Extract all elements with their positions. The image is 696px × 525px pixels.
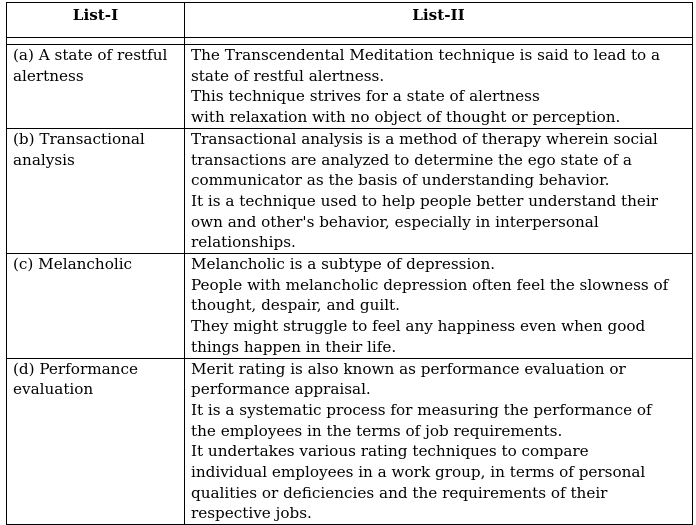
description-cell bbox=[185, 254, 693, 359]
description-cell bbox=[185, 128, 693, 253]
description-line: state of restful alertness. bbox=[191, 66, 385, 85]
description-line: performance appraisal. bbox=[191, 380, 371, 399]
match-table bbox=[6, 2, 693, 525]
description-line: People with melancholic depression often feel the slowness of bbox=[191, 275, 669, 294]
spacer-row bbox=[7, 38, 693, 45]
term-line: (d) Performance bbox=[13, 359, 138, 378]
table-row bbox=[7, 128, 693, 253]
description-line: Merit rating is also known as performance evaluation or bbox=[191, 359, 626, 378]
description-line: things happen in their life. bbox=[191, 337, 397, 356]
table-row bbox=[7, 358, 693, 525]
term-line: evaluation bbox=[13, 380, 94, 399]
term-line: (b) Transactional bbox=[13, 129, 145, 148]
description-line: It is a technique used to help people better understand their bbox=[191, 191, 659, 210]
term-cell bbox=[7, 128, 185, 253]
description-cell bbox=[185, 358, 693, 525]
term-cell bbox=[7, 45, 185, 129]
table-row bbox=[7, 45, 693, 129]
description-line: It is a systematic process for measuring the performance of bbox=[191, 400, 652, 419]
list1-header: List-I bbox=[7, 3, 185, 38]
table-corner-tick bbox=[6, 513, 7, 520]
term-line: analysis bbox=[13, 150, 75, 169]
description-line: with relaxation with no object of thought or perception. bbox=[191, 108, 621, 127]
list2-header: List-II bbox=[185, 3, 693, 38]
spacer-cell bbox=[185, 38, 693, 45]
description-line: transactions are analyzed to determine the ego state of a bbox=[191, 150, 632, 169]
description-line: relationships. bbox=[191, 233, 296, 252]
description-line: individual employees in a work group, in terms of personal bbox=[191, 463, 646, 482]
description-cell bbox=[185, 45, 693, 129]
term-line: alertness bbox=[13, 66, 84, 85]
description-line: the employees in the terms of job requirements. bbox=[191, 421, 563, 440]
description-line: This technique strives for a state of alertness bbox=[191, 87, 540, 106]
description-line: own and other's behavior, especially in interpersonal bbox=[191, 212, 599, 231]
term-cell bbox=[7, 254, 185, 359]
header-row bbox=[7, 3, 693, 38]
description-line: Transactional analysis is a method of therapy wherein social bbox=[191, 129, 658, 148]
spacer-cell bbox=[7, 38, 185, 45]
table-row bbox=[7, 254, 693, 359]
description-line: thought, despair, and guilt. bbox=[191, 296, 400, 315]
description-line: The Transcendental Meditation technique is said to lead to a bbox=[191, 46, 661, 64]
description-line: Melancholic is a subtype of depression. bbox=[191, 255, 496, 274]
description-line: qualities or deficiencies and the requirements of their bbox=[191, 483, 608, 502]
description-line: communicator as the basis of understanding behavior. bbox=[191, 171, 610, 190]
term-cell bbox=[7, 358, 185, 525]
term-line: (c) Melancholic bbox=[13, 255, 133, 274]
term-line: (a) A state of restful bbox=[13, 46, 168, 64]
description-line: respective jobs. bbox=[191, 504, 312, 523]
description-line: They might struggle to feel any happiness even when good bbox=[191, 317, 646, 336]
description-line: It undertakes various rating techniques to compare bbox=[191, 442, 589, 461]
